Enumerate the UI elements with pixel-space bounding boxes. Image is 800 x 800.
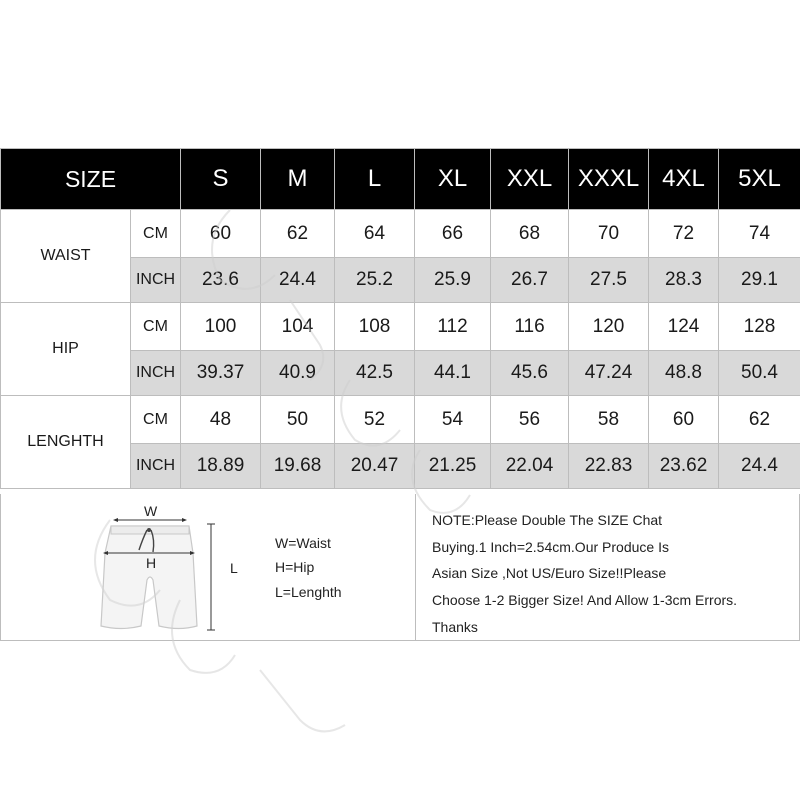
table-cell: 104 bbox=[261, 303, 335, 351]
shorts-illustration bbox=[93, 498, 233, 638]
waist-marker: W bbox=[144, 503, 158, 519]
table-cell: 108 bbox=[335, 303, 415, 351]
table-cell: 58 bbox=[569, 396, 649, 444]
table-cell: 74 bbox=[719, 210, 800, 258]
table-cell: 48 bbox=[181, 396, 261, 444]
table-cell: 124 bbox=[649, 303, 719, 351]
hip-marker: H bbox=[146, 555, 157, 571]
bottom-section bbox=[0, 494, 800, 641]
note-line: Choose 1-2 Bigger Size! And Allow 1-3cm Errors. bbox=[432, 592, 738, 608]
note-line: Asian Size ,Not US/Euro Size!!Please bbox=[432, 565, 667, 581]
note-line: NOTE:Please Double The SIZE Chat bbox=[432, 512, 663, 528]
illustration-panel bbox=[1, 494, 416, 640]
table-cell: 20.47 bbox=[335, 444, 415, 489]
table-cell: 120 bbox=[569, 303, 649, 351]
table-cell: 40.9 bbox=[261, 351, 335, 396]
size-header-cell: M bbox=[261, 149, 335, 210]
table-cell: 64 bbox=[335, 210, 415, 258]
table-cell: 25.2 bbox=[335, 258, 415, 303]
table-cell: 60 bbox=[181, 210, 261, 258]
table-cell: 48.8 bbox=[649, 351, 719, 396]
table-cell: 66 bbox=[415, 210, 491, 258]
size-header-cell: XL bbox=[415, 149, 491, 210]
table-cell: 25.9 bbox=[415, 258, 491, 303]
table-cell: 60 bbox=[649, 396, 719, 444]
table-cell: 23.6 bbox=[181, 258, 261, 303]
size-header-cell: 4XL bbox=[649, 149, 719, 210]
table-cell: 29.1 bbox=[719, 258, 800, 303]
unit-label: INCH bbox=[131, 351, 181, 396]
table-cell: 128 bbox=[719, 303, 800, 351]
table-cell: 27.5 bbox=[569, 258, 649, 303]
legend-hip: H=Hip bbox=[275, 559, 315, 575]
table-cell: 42.5 bbox=[335, 351, 415, 396]
size-header-label: SIZE bbox=[1, 149, 181, 210]
size-chart bbox=[0, 148, 800, 642]
table-cell: 19.68 bbox=[261, 444, 335, 489]
table-cell: 24.4 bbox=[719, 444, 800, 489]
note-panel bbox=[416, 494, 800, 640]
table-cell: 47.24 bbox=[569, 351, 649, 396]
table-cell: 62 bbox=[719, 396, 800, 444]
note-line: Buying.1 Inch=2.54cm.Our Produce Is bbox=[432, 539, 669, 555]
table-cell: 39.37 bbox=[181, 351, 261, 396]
table-cell: 62 bbox=[261, 210, 335, 258]
table-cell: 50.4 bbox=[719, 351, 800, 396]
table-cell: 18.89 bbox=[181, 444, 261, 489]
note-line: Thanks bbox=[432, 619, 478, 635]
unit-label: CM bbox=[131, 303, 181, 351]
table-cell: 68 bbox=[491, 210, 569, 258]
length-marker: L bbox=[230, 560, 238, 576]
table-cell: 56 bbox=[491, 396, 569, 444]
table-cell: 28.3 bbox=[649, 258, 719, 303]
unit-label: CM bbox=[131, 396, 181, 444]
table-cell: 23.62 bbox=[649, 444, 719, 489]
table-cell: 70 bbox=[569, 210, 649, 258]
measure-name-hip: HIP bbox=[1, 303, 131, 396]
size-header-cell: 5XL bbox=[719, 149, 800, 210]
table-cell: 45.6 bbox=[491, 351, 569, 396]
hip-cm-row bbox=[1, 303, 800, 351]
table-cell: 24.4 bbox=[261, 258, 335, 303]
unit-label: INCH bbox=[131, 444, 181, 489]
size-header-cell: XXXL bbox=[569, 149, 649, 210]
table-cell: 44.1 bbox=[415, 351, 491, 396]
size-header-row bbox=[1, 149, 800, 210]
size-header-cell: XXL bbox=[491, 149, 569, 210]
size-header-cell: S bbox=[181, 149, 261, 210]
measure-name-waist: WAIST bbox=[1, 210, 131, 303]
table-cell: 100 bbox=[181, 303, 261, 351]
table-cell: 52 bbox=[335, 396, 415, 444]
size-table bbox=[0, 148, 800, 489]
size-header-cell: L bbox=[335, 149, 415, 210]
measure-name-length: LENGHTH bbox=[1, 396, 131, 489]
table-cell: 54 bbox=[415, 396, 491, 444]
length-cm-row bbox=[1, 396, 800, 444]
legend-waist: W=Waist bbox=[275, 535, 331, 551]
unit-label: CM bbox=[131, 210, 181, 258]
table-cell: 26.7 bbox=[491, 258, 569, 303]
table-cell: 116 bbox=[491, 303, 569, 351]
table-cell: 22.83 bbox=[569, 444, 649, 489]
unit-label: INCH bbox=[131, 258, 181, 303]
waist-cm-row bbox=[1, 210, 800, 258]
table-cell: 112 bbox=[415, 303, 491, 351]
table-cell: 22.04 bbox=[491, 444, 569, 489]
table-cell: 72 bbox=[649, 210, 719, 258]
table-cell: 50 bbox=[261, 396, 335, 444]
table-cell: 21.25 bbox=[415, 444, 491, 489]
legend-length: L=Lenghth bbox=[275, 584, 342, 600]
